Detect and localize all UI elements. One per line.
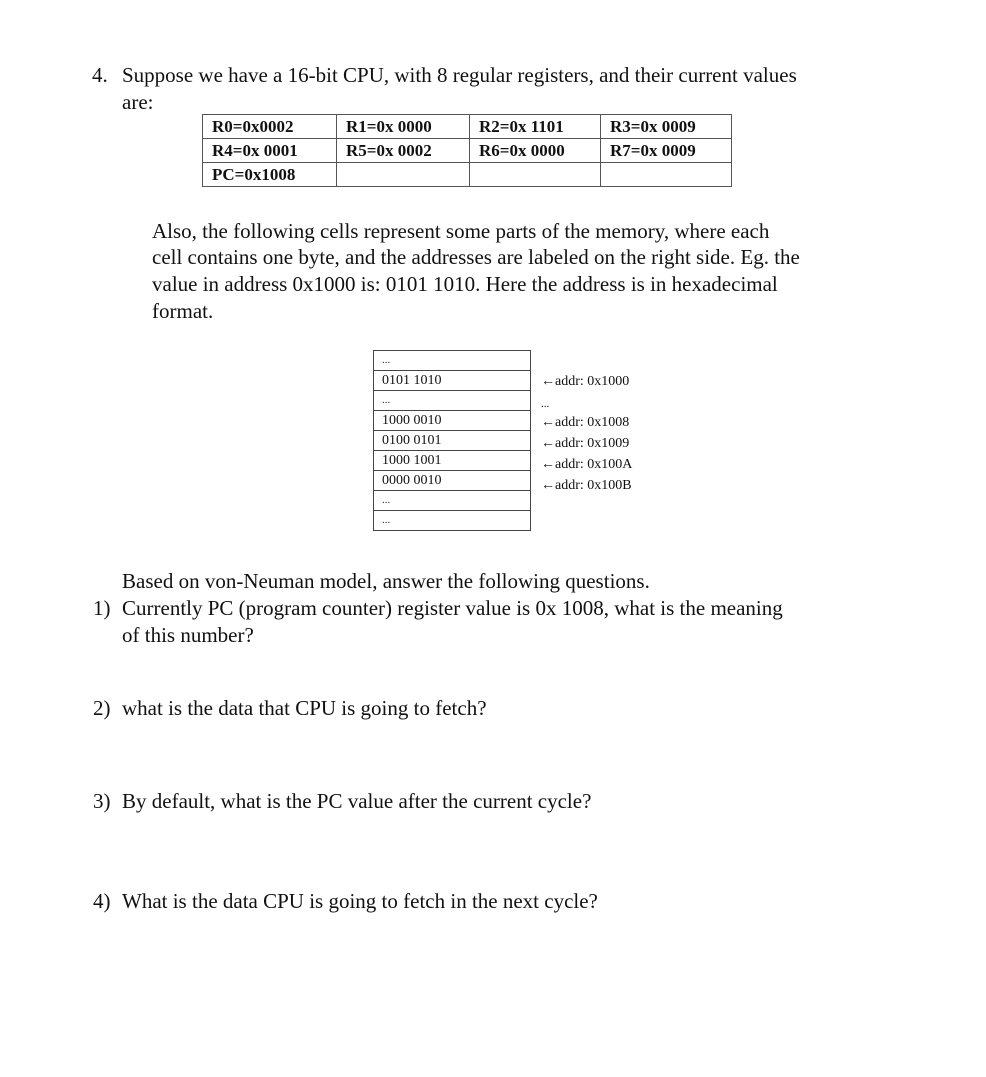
register-r0: R0=0x0002 [203,115,337,139]
address-label-0x1008: ←addr: 0x1008 [541,415,630,430]
memory-intro-line4: format. [152,299,214,323]
question-2-number: 2) [93,696,111,720]
question-4-text: What is the data CPU is going to fetch in the next cycle? [122,889,598,913]
register-r1: R1=0x 0000 [337,115,470,139]
questions-lead: Based on von-Neuman model, answer the following questions. [122,569,650,593]
address-label-0x100B: ←addr: 0x100B [541,478,632,493]
question-1-number: 1) [93,596,111,620]
register-r5: R5=0x 0002 [337,139,470,163]
question-number: 4. [92,63,108,87]
address-label-0x1000: ←addr: 0x1000 [541,374,630,389]
register-row [203,163,732,187]
question-1-line1: Currently PC (program counter) register value is 0x 1008, what is the meaning [122,596,783,620]
memory-cell: ... [374,351,531,371]
address-label-0x100A: ←addr: 0x100A [541,457,633,472]
register-r4: R4=0x 0001 [203,139,337,163]
address-label-dots: ... [541,398,550,410]
register-r7: R7=0x 0009 [601,139,732,163]
register-row [203,115,732,139]
register-row [203,139,732,163]
memory-cell: ... [374,491,531,511]
memory-intro-line1: Also, the following cells represent some parts of the memory, where each [152,219,770,243]
register-table [202,114,732,187]
memory-cell: 1000 1001 [374,451,531,471]
register-empty-cell [337,163,470,187]
register-empty-cell [470,163,601,187]
register-r2: R2=0x 1101 [470,115,601,139]
memory-cell: 0000 0010 [374,471,531,491]
memory-cell: 0100 0101 [374,431,531,451]
register-pc: PC=0x1008 [203,163,337,187]
memory-cell: ... [374,391,531,411]
question-2-text: what is the data that CPU is going to fetch? [122,696,487,720]
address-label-0x1009: ←addr: 0x1009 [541,436,630,451]
register-r3: R3=0x 0009 [601,115,732,139]
memory-table [373,350,531,531]
question-4-number: 4) [93,889,111,913]
memory-intro-line2: cell contains one byte, and the addresses are labeled on the right side. Eg. the [152,245,800,269]
question-intro-line1: Suppose we have a 16-bit CPU, with 8 regular registers, and their current values [122,63,797,87]
register-empty-cell [601,163,732,187]
question-3-text: By default, what is the PC value after the current cycle? [122,789,592,813]
memory-cell: ... [374,511,531,531]
question-intro-line2: are: [122,90,154,114]
memory-cell: 1000 0010 [374,411,531,431]
register-r6: R6=0x 0000 [470,139,601,163]
memory-intro-line3: value in address 0x1000 is: 0101 1010. Here the address is in hexadecimal [152,272,778,296]
question-3-number: 3) [93,789,111,813]
memory-cell: 0101 1010 [374,371,531,391]
question-1-line2: of this number? [122,623,254,647]
